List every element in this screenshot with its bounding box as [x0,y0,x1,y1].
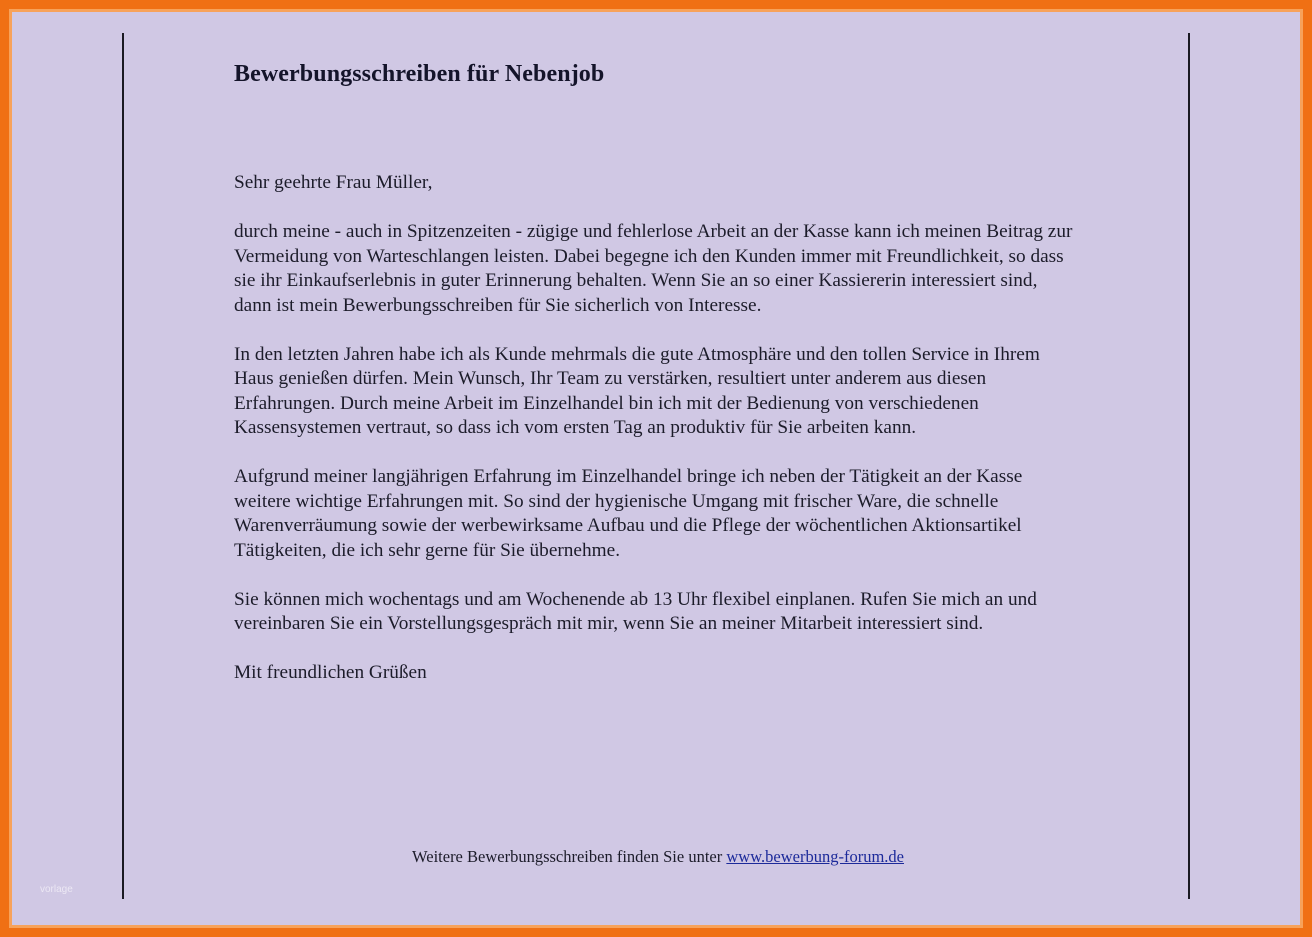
right-margin-rule [1188,33,1190,899]
salutation: Sehr geehrte Frau Müller, [234,172,433,193]
document-title: Bewerbungsschreiben für Nebenjob [234,61,605,87]
paragraph-4: Sie können mich wochentags und am Wochenende ab 13 Uhr flexibel einplanen. Rufen Sie mich an und vereinbaren Sie ein Vorstellungsgespräch mit mir, wenn Sie an meiner Mitarbeit interessiert sind. [234,588,1037,634]
letter-body [234,171,1079,710]
left-margin-rule [122,33,124,899]
footer-line [412,847,904,867]
footer [12,847,1300,867]
watermark: vorlage [40,884,73,895]
paragraph-2: In den letzten Jahren habe ich als Kunde mehrmals die gute Atmosphäre und den tollen Service in Ihrem Haus genießen dürfen. Mein Wunsch, Ihr Team zu verstärken, resultiert unter anderem aus diesen Erfahrungen. Durch meine Arbeit im Einzelhandel bin ich mit der Bedienung von verschiedenen Kassensystemen vertraut, so dass ich vom ersten Tag an produktiv für Sie arbeiten kann. [234,343,1040,438]
closing: Mit freundlichen Grüßen [234,662,427,683]
paragraph-3: Aufgrund meiner langjährigen Erfahrung im Einzelhandel bringe ich neben der Tätigkeit an der Kasse weitere wichtige Erfahrungen mit. So sind der hygienische Umgang mit frischer Ware, die schnelle Warenverräumung sowie der werbewirksame Aufbau und die Pflege der wöchentlichen Aktionsartikel Tätigkeiten, die ich sehr gerne für Sie übernehme. [234,466,1023,561]
document-page [9,9,1303,928]
paragraph-1: durch meine - auch in Spitzenzeiten - zügige und fehlerlose Arbeit an der Kasse kann ich meinen Beitrag zur Vermeidung von Warteschlangen leisten. Dabei begegne ich den Kunden immer mit Freundlichkeit, so dass sie ihr Einkaufserlebnis in guter Erinnerung behalten. Wenn Sie an so einer Kassiererin interessiert sind, dann ist mein Bewerbungsschreiben für Sie sicherlich von Interesse. [234,221,1073,316]
footer-link[interactable]: www.bewerbung-forum.de [726,847,904,866]
footer-text: Weitere Bewerbungsschreiben finden Sie unter [412,847,723,866]
